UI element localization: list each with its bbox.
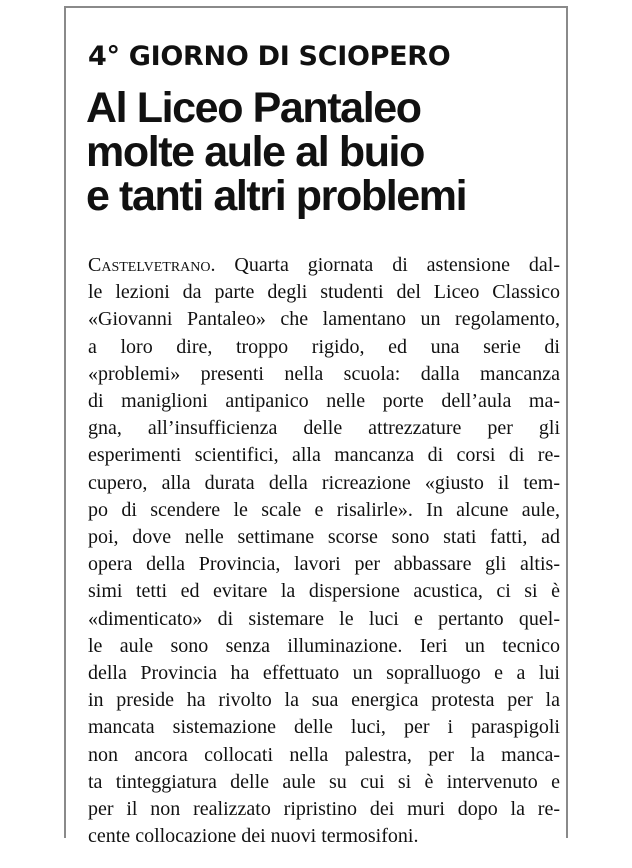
article-body-line: cente collocazione dei nuovi termosifoni. — [88, 825, 419, 848]
article-body-line: «Giovanni Pantaleo» che lamentano un regolamento, — [88, 308, 560, 331]
article-body-line: in preside ha rivolto la sua energica protesta per la — [88, 689, 560, 712]
article-body-line: della Provincia ha effettuato un sopralluogo e a lui — [88, 662, 560, 685]
article-body-line: le aule sono senza illuminazione. Ieri un tecnico — [88, 634, 560, 657]
column-right-rule — [566, 6, 568, 838]
article-body-line: non ancora collocati nella palestra, per la manca- — [88, 743, 560, 766]
article-body-line: a loro dire, troppo rigido, ed una serie di — [88, 335, 560, 358]
article-body — [88, 252, 560, 850]
article-body-line: «dimenticato» di sistemare le luci e pertanto quel- — [88, 607, 560, 630]
column-top-rule — [64, 6, 568, 8]
article-body-line — [88, 252, 560, 279]
article-body-line: mancata sistemazione delle luci, per i paraspigoli — [88, 716, 560, 739]
article-body-line: simi tetti ed evitare la dispersione acustica, ci si è — [88, 580, 560, 603]
article-dateline: Castelvetrano. — [88, 254, 216, 276]
headline-line: molte aule al buio — [86, 128, 424, 176]
article-body-line: per il non realizzato ripristino dei muri dopo la re- — [88, 798, 560, 821]
article-body-line: ta tinteggiatura delle aule su cui si è intervenuto e — [88, 770, 560, 793]
article-headline — [86, 86, 556, 218]
article-body-line: di maniglioni antipanico nelle porte dell’aula ma- — [88, 390, 560, 413]
article-body-line: poi, dove nelle settimane scorse sono stati fatti, ad — [88, 526, 560, 549]
article-body-line: esperimenti scientifici, alla mancanza di corsi di re- — [88, 444, 560, 467]
article-body-line: opera della Provincia, lavori per abbassare gli altis- — [88, 553, 560, 576]
headline-line: e tanti altri problemi — [86, 172, 467, 220]
column-left-rule — [64, 6, 66, 838]
article-text: Quarta giornata di astensione dal- — [215, 254, 560, 276]
article-body-line: «problemi» presenti nella scuola: dalla mancanza — [88, 362, 560, 385]
article-body-line: po di scendere le scale e risalirle». In alcune aule, — [88, 498, 560, 521]
article-kicker: 4° GIORNO DI SCIOPERO — [88, 41, 451, 72]
article-body-line: gna, all’insufficienza delle attrezzature per gli — [88, 417, 560, 440]
article-body-line: cupero, alla durata della ricreazione «giusto il tem- — [88, 471, 560, 494]
article-body-line: le lezioni da parte degli studenti del Liceo Classico — [88, 281, 560, 304]
headline-line: Al Liceo Pantaleo — [86, 84, 421, 132]
